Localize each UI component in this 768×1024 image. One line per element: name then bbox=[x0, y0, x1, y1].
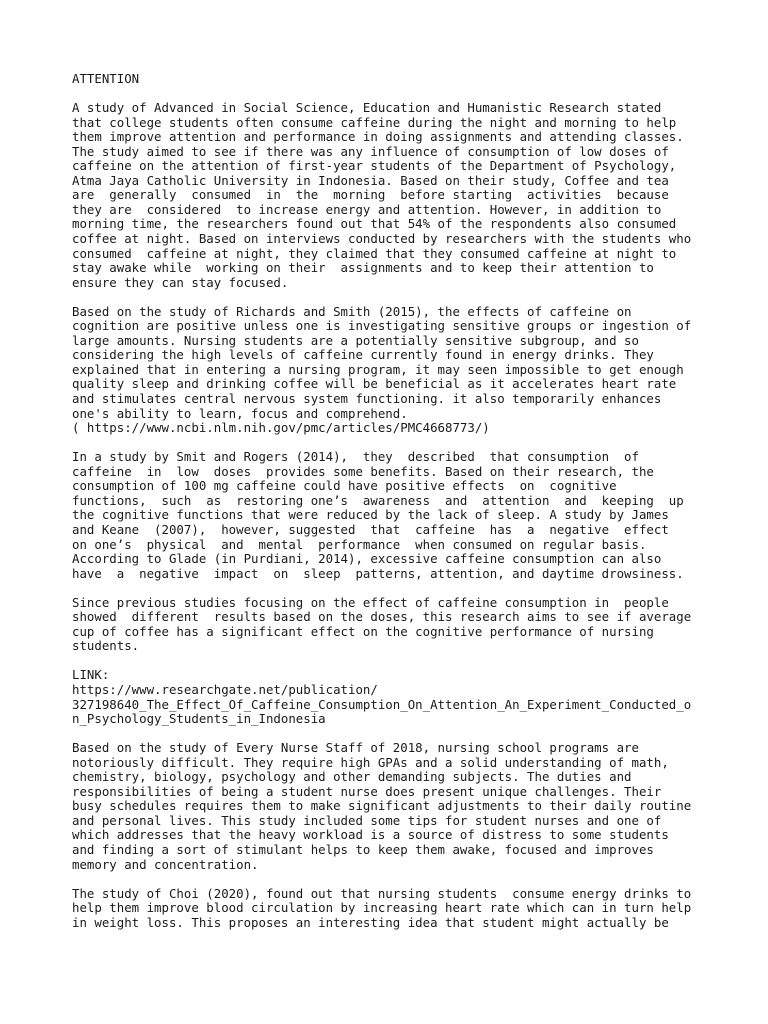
document-page bbox=[72, 72, 712, 930]
text-line: coffee at night. Based on interviews conducted by researchers with the students who bbox=[72, 231, 692, 247]
text-line: https://www.researchgate.net/publication/ bbox=[72, 681, 378, 697]
text-line: LINK: bbox=[72, 667, 110, 683]
text-line: busy schedules requires them to make significant adjustments to their daily routine bbox=[72, 798, 692, 814]
text-line: cup of coffee has a significant effect on the cognitive performance of nursing bbox=[72, 623, 654, 639]
paragraph-gap bbox=[72, 727, 712, 742]
text-line: functions, such as restoring one’s awareness and attention and keeping up bbox=[72, 492, 684, 508]
text-line: In a study by Smit and Rogers (2014), they described that consumption of bbox=[72, 449, 639, 465]
text-line: Based on the study of Richards and Smith (2015), the effects of caffeine on bbox=[72, 303, 632, 319]
text-line: help them improve blood circulation by increasing heart rate which can in turn help bbox=[72, 900, 692, 916]
text-line: and Keane (2007), however, suggested that caffeine has a negative effect bbox=[72, 521, 669, 537]
text-line: the cognitive functions that were reduced by the lack of sleep. A study by James bbox=[72, 507, 669, 523]
text-line: A study of Advanced in Social Science, Education and Humanistic Research stated bbox=[72, 100, 662, 116]
text-line: Atma Jaya Catholic University in Indonesia. Based on their study, Coffee and tea bbox=[72, 172, 669, 188]
paragraph-gap bbox=[72, 872, 712, 887]
paragraph bbox=[72, 101, 712, 290]
text-line: morning time, the researchers found out that 54% of the respondents also consumed bbox=[72, 216, 677, 232]
text-line: one's ability to learn, focus and comprehend. bbox=[72, 405, 408, 421]
text-line: showed different results based on the doses, this research aims to see if average bbox=[72, 609, 692, 625]
paragraph-gap bbox=[72, 654, 712, 669]
text-line: and finding a sort of stimulant helps to keep them awake, focused and improves bbox=[72, 841, 654, 857]
text-line: memory and concentration. bbox=[72, 856, 259, 872]
paragraph bbox=[72, 668, 712, 726]
paragraph-gap bbox=[72, 290, 712, 305]
text-line: consumption of 100 mg caffeine could have positive effects on cognitive bbox=[72, 478, 617, 494]
text-line: chemistry, biology, psychology and other demanding subjects. The duties and bbox=[72, 769, 632, 785]
text-line: they are considered to increase energy and attention. However, in addition to bbox=[72, 201, 662, 217]
paragraph bbox=[72, 450, 712, 581]
text-line: and personal lives. This study included some tips for student nurses and one of bbox=[72, 812, 662, 828]
text-line: have a negative impact on sleep patterns, attention, and daytime drowsiness. bbox=[72, 565, 684, 581]
text-line: responsibilities of being a student nurse does present unique challenges. Their bbox=[72, 783, 662, 799]
paragraph bbox=[72, 596, 712, 654]
document-body bbox=[72, 101, 712, 930]
text-line: n_Psychology_Students_in_Indonesia bbox=[72, 711, 326, 727]
text-line: large amounts. Nursing students are a potentially sensitive subgroup, and so bbox=[72, 332, 639, 348]
text-line: Based on the study of Every Nurse Staff of 2018, nursing school programs are bbox=[72, 740, 639, 756]
paragraph-gap bbox=[72, 87, 712, 102]
paragraph bbox=[72, 887, 712, 931]
text-line: students. bbox=[72, 638, 140, 654]
paragraph bbox=[72, 305, 712, 436]
text-line: caffeine in low doses provides some benefits. Based on their research, the bbox=[72, 463, 654, 479]
text-line: quality sleep and drinking coffee will be beneficial as it accelerates heart rate bbox=[72, 376, 677, 392]
text-line: in weight loss. This proposes an interesting idea that student might actually be bbox=[72, 914, 669, 930]
text-line: stay awake while working on their assignments and to keep their attention to bbox=[72, 260, 654, 276]
text-line: ( https://www.ncbi.nlm.nih.gov/pmc/articles/PMC4668773/) bbox=[72, 420, 490, 436]
text-line: cognition are positive unless one is investigating sensitive groups or ingestion of bbox=[72, 318, 692, 334]
paragraph bbox=[72, 741, 712, 872]
text-line: consumed caffeine at night, they claimed that they consumed caffeine at night to bbox=[72, 245, 677, 261]
text-line: are generally consumed in the morning before starting activities because bbox=[72, 187, 669, 203]
document-heading: ATTENTION bbox=[72, 71, 140, 86]
text-line: explained that in entering a nursing program, it may seen impossible to get enough bbox=[72, 361, 684, 377]
text-line: Since previous studies focusing on the effect of caffeine consumption in people bbox=[72, 594, 669, 610]
text-line: The study of Choi (2020), found out that nursing students consume energy drinks to bbox=[72, 885, 692, 901]
text-line: 327198640_The_Effect_Of_Caffeine_Consumption_On_Attention_An_Experiment_Conducted_o bbox=[72, 696, 692, 712]
paragraph-gap bbox=[72, 581, 712, 596]
text-line: them improve attention and performance in doing assignments and attending classes. bbox=[72, 129, 684, 145]
text-line: The study aimed to see if there was any influence of consumption of low doses of bbox=[72, 143, 669, 159]
paragraph-gap bbox=[72, 436, 712, 451]
text-line: which addresses that the heavy workload is a source of distress to some students bbox=[72, 827, 669, 843]
text-line: that college students often consume caffeine during the night and morning to help bbox=[72, 114, 677, 130]
text-line: notoriously difficult. They require high GPAs and a solid understanding of math, bbox=[72, 754, 669, 770]
text-line: and stimulates central nervous system functioning. it also temporarily enhances bbox=[72, 391, 662, 407]
text-line: According to Glade (in Purdiani, 2014), excessive caffeine consumption can also bbox=[72, 551, 662, 567]
text-line: caffeine on the attention of first-year students of the Department of Psychology, bbox=[72, 158, 677, 174]
text-line: ensure they can stay focused. bbox=[72, 274, 289, 290]
text-line: considering the high levels of caffeine currently found in energy drinks. They bbox=[72, 347, 654, 363]
text-line: on one’s physical and mental performance when consumed on regular basis. bbox=[72, 536, 647, 552]
